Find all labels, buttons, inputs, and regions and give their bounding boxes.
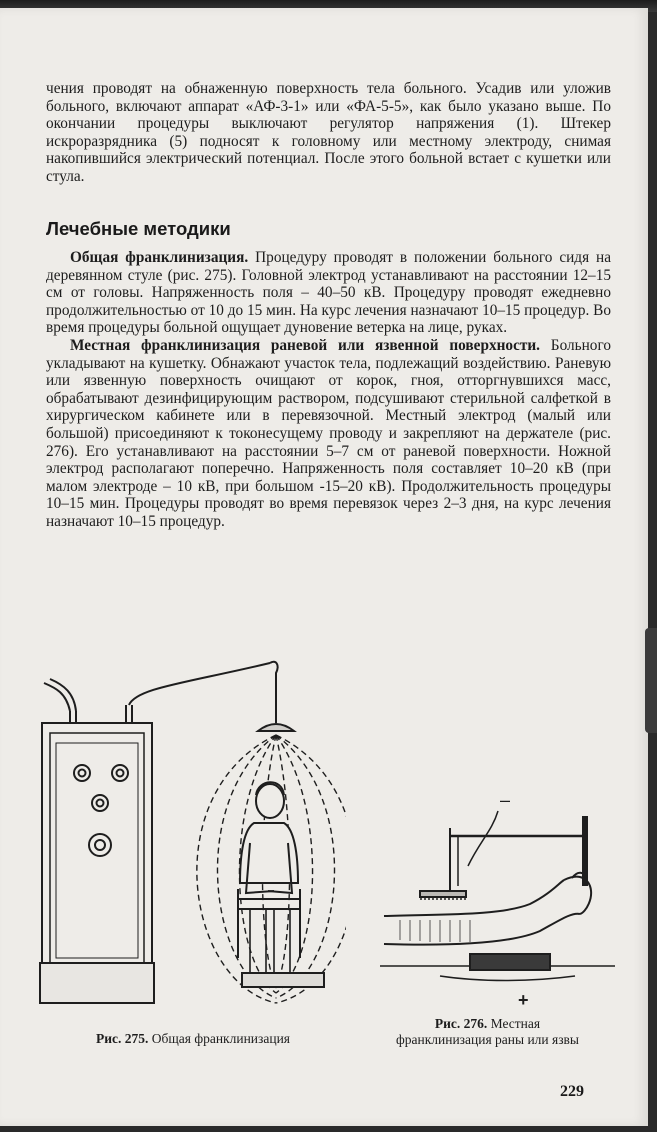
intro-paragraph-block: [46, 80, 611, 186]
methods-text-block: [46, 249, 611, 531]
local-method-text: Больного укладывают на кушетку. Обнажают участок тела, подлежащий воздействию. Раневую или язвенную поверхность очищают от корок, гноя, отторгнувшихся масс, обрабатывают дезинфицирующим раствором, подсушивают стерильной салфеткой в хирургическом кабинете или в перевязочной. Местный электрод (малый или большой) присоединяют к токонесущему проводу и закрепляют на держателе (рис. 276). Его устанавливают на расстоянии 5–7 см от раневой поверхности. Ножной электрод располагают поперечно. Напряженность поля составляет 10–20 кВ (при малом электроде – 10 кВ, при большом -15–20 кВ). Продолжительность процедуры 10–15 мин. Процедуры проводят во время перевязок через 2–3 дня, на курс лечения назначают 10–15 процедур.: [46, 336, 611, 530]
book-page: [0, 8, 648, 1126]
section-heading: Лечебные методики: [46, 218, 231, 239]
intro-paragraph: чения проводят на обнаженную поверхность тела больного. Усадив или уложив больного, включают аппарат «АФ-3-1» или «ФА-5-5», как было указано выше. По окончании процедуры выключают регулятор напряжения (1). Штекер искроразрядника (5) подносят к головному или местному электроду, снимая накопившийся электрический потенциал. После этого больной встает с кушетки или стула.: [46, 80, 611, 185]
general-method-text: Процедуру проводят в положении больного сидя на деревянном стуле (рис. 275). Головной электрод устанавливают на расстоянии 12–15 см от головы. Напряженность поля – 40–50 кВ. Процедуру проводят ежедневно продолжительностью от 10 до 15 мин. На курс лечения назначают 10–15 процедур. Во время процедуры больной ощущает дуновение ветерка на лице, руках.: [46, 249, 612, 337]
figure-276-illustration: [380, 786, 620, 1016]
minus-sign-label: –: [500, 790, 511, 810]
side-bookmark-tab: [645, 628, 657, 733]
general-method-lead: Общая франклинизация.: [70, 249, 249, 266]
figure-275-caption-text: Общая франклинизация: [148, 1031, 291, 1046]
figure-276-caption-line2: франклинизация раны или язвы: [395, 1032, 579, 1047]
local-method-paragraph: [46, 337, 611, 531]
figure-276-number: Рис. 276.: [434, 1016, 488, 1031]
figure-275-caption: [48, 1031, 338, 1047]
general-method-paragraph: [46, 249, 611, 337]
figure-276-caption-line1-text: Местная: [487, 1016, 541, 1031]
figure-276-caption: [360, 1016, 615, 1048]
figure-276-caption-line1: [360, 1016, 615, 1032]
page-number: 229: [560, 1083, 584, 1100]
local-method-lead: Местная франклинизация раневой или язвенной поверхности.: [70, 336, 541, 354]
apparatus-cabinet: [42, 723, 152, 1003]
figure-275-illustration: [36, 653, 346, 1023]
plus-sign-label: +: [518, 990, 529, 1010]
figure-275-number: Рис. 275.: [95, 1031, 149, 1046]
